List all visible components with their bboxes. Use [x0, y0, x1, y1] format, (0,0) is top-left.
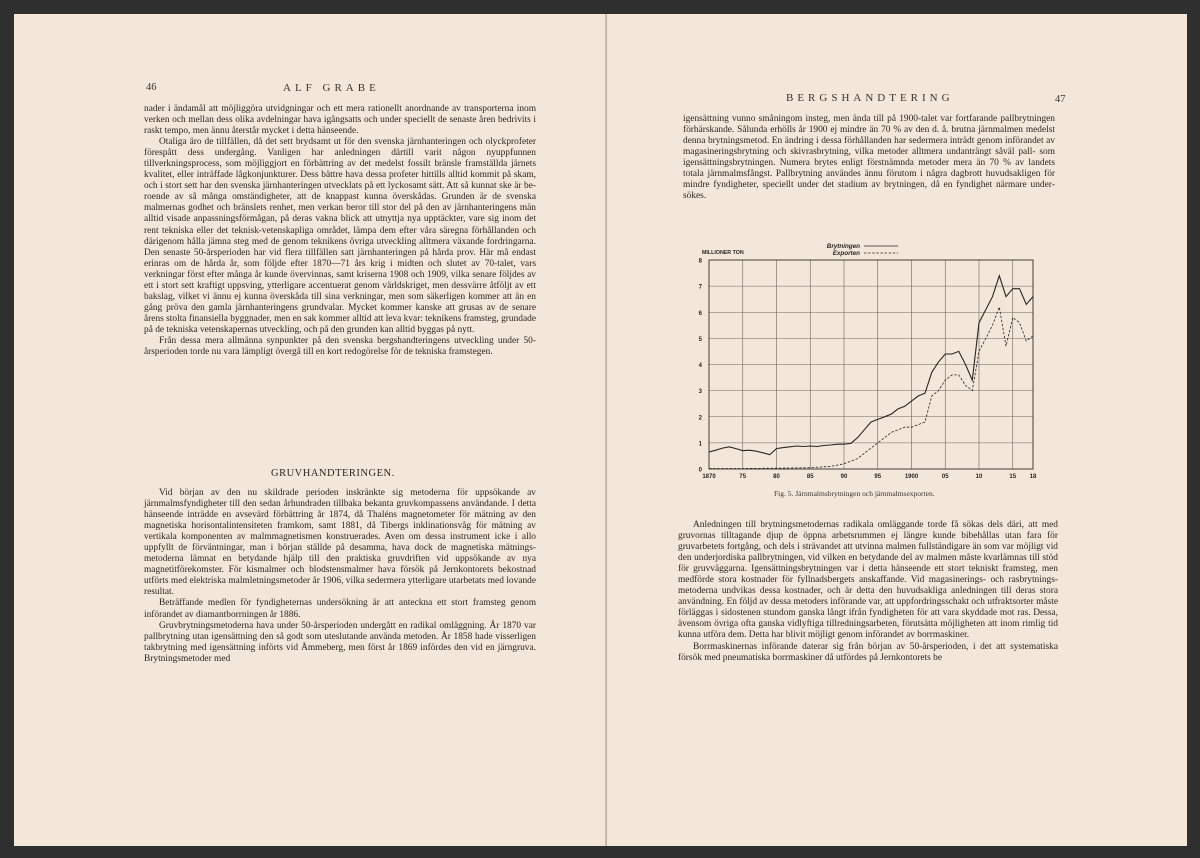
- paragraph: Otaliga äro de tillfällen, då det sett brydsamt ut för den svenska järnhanteringen och olyckprofeter förespått dess undergång. Vanligen har anledningen därtill varit någon nyuppfunnen tillverkningsprocess, som möjliggjort en förbättring av det medelst fossilt bränsle framställda järnets kvalitet, eller inträffade lågkonjunkturer. Dess bättre hava dessa profeter hittills alltid kommit på skam, och i stort sett har den svenska järnhanteringen utvecklats på ett lyckosamt sätt. Att så kunnat ske är beroende av så många omständigheter, att de knappast kunna överskådas. Grunden är de svenska malmernas godhet och bränslets renhet, men verkan beror till stor del på den av järnhanteringens män alltid visade anpassningsförmågan, på deras vakna blick att utnyttja nya upptäckter, vare sig inom det rent tekniska eller det teknisk-vetenskapliga området, lämpa dem efter våra säregna förhållanden och därigenom hålla jämna steg med de genom teknikens övriga utveckling alltmera växande fordringarna. Den senaste 50-årsperioden har vid flera tillfällen satt järnhanteringen på hårda prov. Här må endast erinras om de hårda år, som följde efter 1870—71 års krig i midten och slutet av 70-talet, vars verkningar först efter många år kunde övervinnas, samt kriserna 1908 och 1909, vilka senare följdes av ett i stort sett kraftigt uppsving, ytterligare accentuerat genom världskriget, men dessvärre åtföljt av ett bakslag, vilket vi ännu ej kunna överskåda till sina verkningar, men som säkerligen kommer att än en gång pröva den gamla järnhanteringens grundvalar. Mycket kommer kanske att grusas av de senare årens stolta finansiella byggnader, men en sak kommer alltid att leva kvar: teknikens framsteg, grundade på de tekniska vetenskapernas utveckling, och på den grunden kan alltid byggas på nytt.: [144, 137, 536, 335]
- x-tick-label: 80: [773, 474, 780, 480]
- paragraph: Gruvbrytningsmetoderna hava under 50-årsperioden undergått en radikal omläggning. År 1870 var pallbrytning utan igensättning den så godt som uteslutande använda metoden. År 1858 hade visserligen takbrytning med igensättning införts vid Åmmeberg, men först år 1869 infördes den vid en järngruva. Brytningsmetoder med: [144, 620, 536, 664]
- page-number-right: 47: [1055, 94, 1066, 105]
- y-tick-label: 3: [698, 389, 702, 396]
- x-tick-label: 1870: [702, 474, 716, 480]
- paragraph: nader i ändamål att möjliggöra utvidgningar och ett mera rationellt anordnande av transporterna inom verken och mellan dess olika avdelningar hava igångsatts och under speciellt de senaste åren bedrivits i raskt tempo, men ännu återstår mycket i detta hänseende.: [144, 104, 536, 137]
- running-head-left: ALF GRABE: [283, 82, 380, 94]
- x-tick-label: 15: [1009, 474, 1017, 480]
- series-line-brytningen: [709, 276, 1033, 455]
- y-tick-label: 0: [698, 467, 702, 474]
- paragraph: Anledningen till brytningsmetodernas radikala omläggande torde få sökas dels däri, att med gruvornas tilltagande djup de öppna arbetsrummen ej längre kunde bibehållas utan fara för gruvarbetets fortgång, och dels i strävandet att utvinna malmen fullständigare än som var möjligt vid den underjordiska pallbrytningen, vid vilken en betydande del av malmen måste kvarlämnas till stöd för gruvväggarna. Igensättningsbrytningen var i detta hänseende ett stort tekniskt framsteg, men medförde stora kostnader för fyllnadsbergets anskaffande. Vid magasinerings- och rasbrytningsmetoderna undvikas dessa kostnader, och är detta den huvudsakliga anledningen till deras stora användning. En följd av dessa metoders införande var, att uppfordringsschakt och utfraktsorter måste förläggas i sidostenen stundom ganska långt ifrån fyndigheten för att vara skyddade mot ras. Dessa, ävensom övriga ofta ganska vidlyftiga tillredningsarbeten, förutsätta möjligheten att inom rimlig tid kunna utföra dem. Detta har blivit möjligt genom införandet av borrmaskiner.: [678, 520, 1058, 641]
- x-tick-label: 1900: [904, 474, 919, 480]
- legend-label: Brytningen: [826, 243, 860, 250]
- x-tick-label: 90: [840, 474, 848, 480]
- x-tick-label: 75: [739, 474, 747, 480]
- section-heading: GRUVHANDTERINGEN.: [271, 468, 395, 479]
- y-tick-label: 1: [698, 441, 702, 448]
- left-column-upper: [144, 104, 536, 358]
- series-line-exporten: [709, 307, 1033, 469]
- paragraph: igensättning vunno småningom insteg, men ända till på 1900-talet var fortfarande pallbrytningen förhärskande. Sålunda erhölls år 1900 ej mindre än 70 % av den d. å. brutna järnmalmen medelst denna brytningsmetod. En ändring i dessa förhållanden har sedermera inträdt genom införandet av magasineringsbrytning och skivrasbrytning, vilka metoder alltmera undanträngt såväl pall- som igensättningsbrytningen. Numera brytes enligt förstnämnda metoder mera än 70 % av landets totala järnmalmsfångst. Pallbrytning användes ännu förutom i några dagbrott huvudsakligen för mindre fyndigheter, speciellt under det stadium av brytningen, då en fyndighet närmare undersökes.: [683, 114, 1055, 202]
- x-tick-label: 18: [1029, 474, 1037, 480]
- y-tick-label: 2: [698, 415, 702, 422]
- page-number-left: 46: [146, 82, 157, 93]
- line-chart: [700, 240, 1045, 490]
- x-tick-label: 05: [941, 474, 949, 480]
- right-column-upper: [683, 114, 1055, 202]
- running-head-right: BERGSHANDTERING: [786, 92, 954, 104]
- y-tick-label: 6: [698, 310, 702, 317]
- paragraph: Beträffande medlen för fyndigheternas undersökning är att anteckna ett stort framsteg genom införandet av diamantborrningen år 1886.: [144, 598, 536, 620]
- x-tick-label: 95: [874, 474, 882, 480]
- right-column-lower: [678, 520, 1058, 664]
- x-tick-label: 85: [806, 474, 814, 480]
- y-tick-label: 4: [698, 363, 702, 369]
- x-tick-label: 10: [975, 474, 983, 480]
- legend-label: Exporten: [832, 250, 860, 257]
- y-axis-label: MILLIONER TON: [702, 250, 744, 256]
- figure-chart: [700, 240, 1045, 490]
- left-column-lower: [144, 488, 536, 665]
- paragraph: Borrmaskinernas införande daterar sig från början av 50-årsperioden, i det att systematiska försök med pneumatiska borrmaskiner då utfördes på Jernkontorets be: [678, 641, 1058, 663]
- y-tick-label: 5: [698, 336, 702, 343]
- y-tick-label: 8: [698, 258, 702, 265]
- paragraph: Från dessa mera allmänna synpunkter på den svenska bergshandteringens utveckling under 50-årsperioden torde nu vara lämpligt övergå till en kort redogörelse för de tekniska framstegen.: [144, 335, 536, 358]
- figure-caption: Fig. 5. Järnmalmsbrytningen och järnmalmsexporten.: [774, 489, 935, 498]
- paragraph: Vid början av den nu skildrade perioden inskränkte sig metoderna för uppsökande av järnmalmsfyndigheter till den sedan århundraden tillbaka bekanta gruvkompassens användande. I detta hänseende inträdde en avsevärd förbättring år 1874, då Thaléns magnetometer för mätning av den magnetiska horisontalintensiteten framkom, samt 1881, då Tibergs inklinationsvåg för mätning av vertikala komponenten av malmmagnetismen konstruerades. Aven om dessa instrument icke i allo uppfyllt de förväntningar, man i början ställde på desamma, hava dock de magnetiska mätningsmetoderna lämnat en betydande hjälp till den praktiska gruvdriften vid uppsökande av nya magnetitförekomster. För kismalmer och blodstensmalmer hava försök på Jernkontorets bekostnad utförts med elektriska malmletningsmetoder år 1906, vilka sedermera ytterligare utarbetats med lovande resultat.: [144, 488, 536, 598]
- y-tick-label: 7: [698, 284, 702, 291]
